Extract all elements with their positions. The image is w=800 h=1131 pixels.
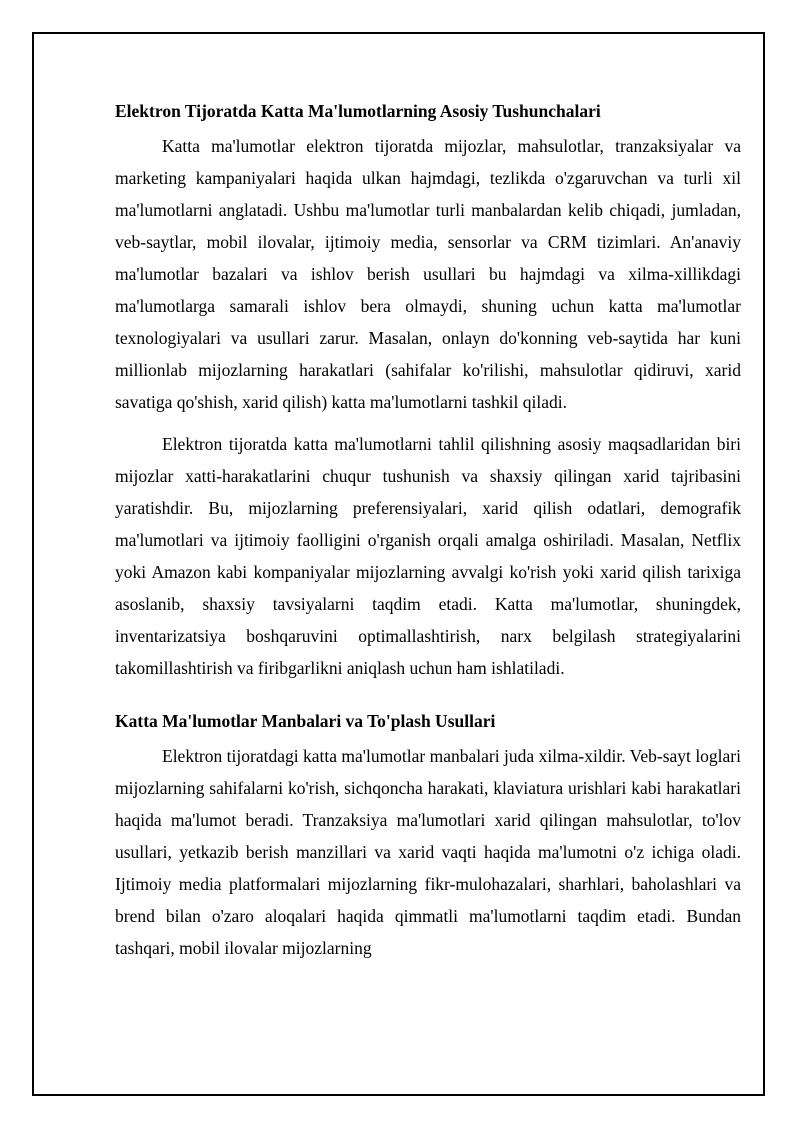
document-body bbox=[115, 95, 741, 964]
section-heading: Elektron Tijoratda Katta Ma'lumotlarning Asosiy Tushunchalari bbox=[115, 101, 601, 121]
paragraph: Katta ma'lumotlar elektron tijoratda mijozlar, mahsulotlar, tranzaksiyalar va marketing kampaniyalari haqida ulkan hajmdagi, tezlikda o'zgaruvchan va turli xil ma'lumotlarni anglatadi. Ushbu ma'lumotlar turli manbalardan kelib chiqadi, jumladan, veb-saytlar, mobil ilovalar, ijtimoiy media, sensorlar va CRM tizimlari. An'anaviy ma'lumotlar bazalari va ishlov berish usullari bu hajmdagi va xilma-xillikdagi ma'lumotlarga samarali ishlov bera olmaydi, shuning uchun katta ma'lumotlar texnologiyalari va usullari zarur. Masalan, onlayn do'konning veb-saytida har kuni millionlab mijozlarning harakatlari (sahifalar ko'rilishi, mahsulotlar qidiruvi, xarid savatiga qo'shish, xarid qilish) katta ma'lumotlarni tashkil qiladi. bbox=[115, 136, 741, 412]
paragraph: Elektron tijoratdagi katta ma'lumotlar manbalari juda xilma-xildir. Veb-sayt loglari mijozlarning sahifalarni ko'rish, sichqoncha harakati, klaviatura urishlari kabi harakatlari haqida ma'lumot beradi. Tranzaksiya ma'lumotlari xarid qilingan mahsulotlar, to'lov usullari, yetkazib berish manzillari va xarid vaqti haqida ma'lumotni o'z ichiga oladi. Ijtimoiy media platformalari mijozlarning fikr-mulohazalari, sharhlari, baholashlari va brend bilan o'zaro aloqalari haqida qimmatli ma'lumotlarni taqdim etadi. Bundan tashqari, mobil ilovalar mijozlarning bbox=[115, 746, 741, 958]
paragraph: Elektron tijoratda katta ma'lumotlarni tahlil qilishning asosiy maqsadlaridan biri mijozlar xatti-harakatlarini chuqur tushunish va shaxsiy qilingan xarid tajribasini yaratishdir. Bu, mijozlarning preferensiyalari, xarid qilish odatlari, demografik ma'lumotlari va ijtimoiy faolligini o'rganish orqali amalga oshiriladi. Masalan, Netflix yoki Amazon kabi kompaniyalar mijozlarning avvalgi ko'rish yoki xarid qilish tarixiga asoslanib, shaxsiy tavsiyalarni taqdim etadi. Katta ma'lumotlar, shuningdek, inventarizatsiya boshqaruvini optimallashtirish, narx belgilash strategiyalarini takomillashtirish va firibgarlikni aniqlash uchun ham ishlatiladi. bbox=[115, 434, 741, 678]
section-heading: Katta Ma'lumotlar Manbalari va To'plash Usullari bbox=[115, 711, 496, 731]
